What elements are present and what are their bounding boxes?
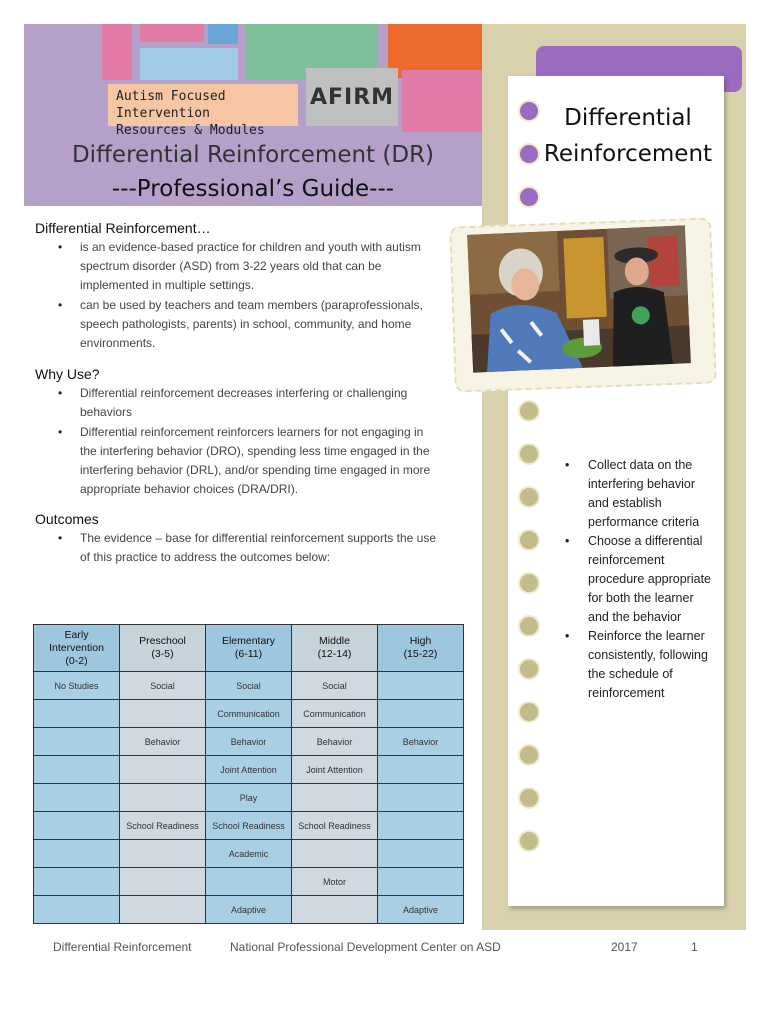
table-cell <box>34 840 120 868</box>
table-cell: Social <box>292 672 378 700</box>
table-row <box>34 700 464 728</box>
table-row <box>34 728 464 756</box>
table-row <box>34 896 464 924</box>
list-item: • Collect data on the interfering behavior and establish performance criteria <box>562 456 712 532</box>
notebook-ring-icon <box>518 830 540 852</box>
sidebar-title-line-1: Differential <box>564 105 692 131</box>
banner-block-blue <box>140 48 238 80</box>
notebook-ring-icon <box>518 787 540 809</box>
table-cell: Joint Attention <box>206 756 292 784</box>
notebook-ring-icon <box>518 744 540 766</box>
table-cell: Behavior <box>120 728 206 756</box>
table-cell: School Readiness <box>206 812 292 840</box>
sidebar-steps-list <box>562 456 712 703</box>
list-item: • Differential reinforcement reinforcers learners for not engaging in the interfering behavior (DRO), spending less time engaged in the interfering behavior (DRL), and/or spending time engaged in more appropriate behavior choices (DRA/DRI). <box>56 423 436 499</box>
header-line: Elementary <box>221 635 276 647</box>
header-line: Early <box>64 628 89 641</box>
sidebar-title <box>538 100 718 172</box>
table-cell <box>292 840 378 868</box>
table-cell <box>206 868 292 896</box>
notebook-ring-icon <box>518 529 540 551</box>
header-line: Intervention <box>49 641 104 654</box>
header-line: Preschool <box>139 635 186 647</box>
afirm-logo-text <box>108 84 298 138</box>
header-preschool <box>120 625 206 672</box>
banner-block-pink-right <box>402 70 482 132</box>
table-cell: Social <box>206 672 292 700</box>
table-cell <box>292 784 378 812</box>
header-high <box>378 625 464 672</box>
section-outcomes-list <box>56 529 436 568</box>
list-item: • Differential reinforcement decreases interfering or challenging behaviors <box>56 384 436 422</box>
notebook-ring-icon <box>518 572 540 594</box>
table-cell <box>120 868 206 896</box>
footer-doc-title: Differential Reinforcement <box>53 940 192 954</box>
table-cell <box>120 784 206 812</box>
table-cell: Adaptive <box>206 896 292 924</box>
table-cell: No Studies <box>34 672 120 700</box>
table-header-row <box>34 625 464 672</box>
table-cell <box>34 868 120 896</box>
notebook-ring-icon <box>518 658 540 680</box>
header-line: (6-11) <box>234 648 263 660</box>
table-cell: School Readiness <box>292 812 378 840</box>
table-cell: Behavior <box>206 728 292 756</box>
header-middle <box>292 625 378 672</box>
table-cell <box>34 896 120 924</box>
table-cell <box>378 784 464 812</box>
section-why-use-list <box>56 384 436 500</box>
afirm-logo-mark: AFIRM <box>306 68 398 126</box>
notebook-ring-icon <box>518 400 540 422</box>
banner-block-pink-top <box>140 24 204 42</box>
table-cell <box>120 756 206 784</box>
logo-line-2: Resources & Modules <box>116 123 265 138</box>
notebook-ring-icon <box>518 143 540 165</box>
table-cell <box>120 840 206 868</box>
table-cell <box>120 700 206 728</box>
notebook-ring-icon <box>518 186 540 208</box>
table-cell <box>378 868 464 896</box>
table-cell <box>378 756 464 784</box>
notebook-ring-icon <box>518 615 540 637</box>
list-item: • Choose a differential reinforcement procedure appropriate for both the learner and the behavior <box>562 532 712 627</box>
notebook-ring-icon <box>518 443 540 465</box>
list-item: • is an evidence-based practice for children and youth with autism spectrum disorder (ASD) from 3-22 years old that can be implemented in multiple settings. <box>56 238 436 295</box>
table-cell: Communication <box>292 700 378 728</box>
notebook-ring-icon <box>518 701 540 723</box>
header-elementary <box>206 625 292 672</box>
outcomes-table <box>33 624 464 924</box>
table-cell <box>34 728 120 756</box>
table-cell <box>378 840 464 868</box>
table-cell <box>120 896 206 924</box>
classroom-photo <box>467 225 691 372</box>
table-cell: Communication <box>206 700 292 728</box>
list-item: • can be used by teachers and team members (paraprofessionals, speech pathologists, parents) in school, community, and home environments. <box>56 296 436 353</box>
table-cell <box>378 672 464 700</box>
table-cell <box>34 700 120 728</box>
section-title-dr: Differential Reinforcement… <box>35 220 211 236</box>
footer-page-number: 1 <box>691 940 698 954</box>
banner-block-pink <box>102 24 132 80</box>
header-line: (0-2) <box>65 654 88 667</box>
table-cell: School Readiness <box>120 812 206 840</box>
notebook-ring-icon <box>518 100 540 122</box>
table-row <box>34 756 464 784</box>
page-subtitle: ---Professional’s Guide--- <box>111 176 395 202</box>
table-cell: Adaptive <box>378 896 464 924</box>
table-cell <box>292 896 378 924</box>
page-title: Differential Reinforcement (DR) <box>71 142 435 168</box>
table-row <box>34 784 464 812</box>
section-title-outcomes: Outcomes <box>35 511 99 527</box>
table-cell: Behavior <box>378 728 464 756</box>
header-line: Middle <box>319 635 350 647</box>
logo-line-1: Autism Focused Intervention <box>116 89 226 121</box>
table-row <box>34 840 464 868</box>
table-cell: Behavior <box>292 728 378 756</box>
table-cell: Play <box>206 784 292 812</box>
table-row <box>34 672 464 700</box>
table-cell <box>378 812 464 840</box>
notebook-ring-icon <box>518 486 540 508</box>
list-item: • The evidence – base for differential reinforcement supports the use of this practice to address the outcomes below: <box>56 529 436 567</box>
header-early-intervention <box>34 625 120 672</box>
table-cell <box>34 756 120 784</box>
section-title-why-use: Why Use? <box>35 366 100 382</box>
header-line: High <box>409 635 432 647</box>
footer-organization: National Professional Development Center on ASD <box>230 940 501 954</box>
table-cell <box>34 784 120 812</box>
banner-block-blue-small <box>208 24 238 44</box>
table-row <box>34 812 464 840</box>
section-dr-list <box>56 238 436 354</box>
header-line: (15-22) <box>403 648 438 660</box>
table-cell: Motor <box>292 868 378 896</box>
header-line: (12-14) <box>317 648 352 660</box>
list-item: • Reinforce the learner consistently, following the schedule of reinforcement <box>562 627 712 703</box>
table-cell: Academic <box>206 840 292 868</box>
table-cell <box>34 812 120 840</box>
table-row <box>34 868 464 896</box>
table-cell: Joint Attention <box>292 756 378 784</box>
table-cell: Social <box>120 672 206 700</box>
table-cell <box>378 700 464 728</box>
sidebar-title-line-2: Reinforcement <box>543 141 713 167</box>
header-line: (3-5) <box>151 648 174 660</box>
classroom-photo-illustration <box>467 225 691 372</box>
footer-year: 2017 <box>611 940 638 954</box>
